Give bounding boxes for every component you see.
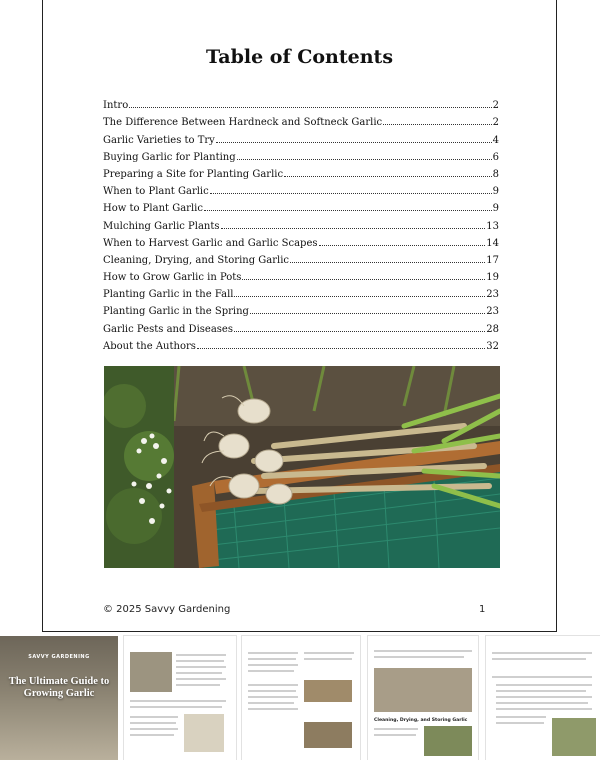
toc-leader-dots <box>221 228 486 229</box>
toc-leader-dots <box>204 210 492 211</box>
toc-entry-page: 17 <box>486 254 499 266</box>
toc-entry-label: Cleaning, Drying, and Storing Garlic <box>103 254 290 266</box>
toc-entry-page: 13 <box>486 220 499 232</box>
toc-entry-page: 9 <box>492 203 499 215</box>
toc-entry-label: When to Plant Garlic <box>103 186 209 198</box>
toc-entry-label: Planting Garlic in the Spring <box>103 306 249 318</box>
garlic-harvest-photo <box>104 366 500 568</box>
toc-entry-page: 32 <box>486 340 499 352</box>
toc-entry-label: Garlic Pests and Diseases <box>103 323 233 335</box>
toc-leader-dots <box>210 193 492 194</box>
toc-entry-page: 23 <box>486 306 499 318</box>
toc-leader-dots <box>290 262 485 263</box>
toc-leader-dots <box>197 348 485 349</box>
toc-entry[interactable] <box>103 266 499 283</box>
toc-entry-page: 9 <box>492 186 499 198</box>
toc-entry[interactable] <box>103 249 499 266</box>
document-page <box>42 0 557 632</box>
toc-entry-label: Intro <box>103 100 129 112</box>
toc-entry-page: 28 <box>486 323 499 335</box>
cover-brand-logo: SAVVY GARDENING <box>28 654 90 660</box>
thumbnail-cover[interactable] <box>0 636 118 760</box>
toc-entry[interactable] <box>103 317 499 334</box>
thumbnail-page-3[interactable] <box>242 636 360 760</box>
toc-entry-page: 6 <box>492 151 499 163</box>
footer-copyright: © 2025 Savvy Gardening <box>103 604 231 615</box>
toc-leader-dots <box>234 296 485 297</box>
toc-leader-dots <box>129 107 491 108</box>
toc-entry[interactable] <box>103 335 499 352</box>
toc-entry-label: About the Authors <box>103 340 196 352</box>
toc-entry[interactable] <box>103 300 499 317</box>
thumbnail-page-4[interactable] <box>368 636 478 760</box>
toc-entry[interactable] <box>103 128 499 145</box>
toc-entry[interactable] <box>103 232 499 249</box>
toc-entry-label: Buying Garlic for Planting <box>103 151 236 163</box>
toc-entry-label: Garlic Varieties to Try <box>103 134 215 146</box>
toc-entry-label: Preparing a Site for Planting Garlic <box>103 168 284 180</box>
toc-entry-label: Planting Garlic in the Fall <box>103 289 234 301</box>
cover-title: The Ultimate Guide to Growing Garlic <box>8 676 110 699</box>
toc-leader-dots <box>250 313 485 314</box>
thumbnail-heading: Cleaning, Drying, and Storing Garlic <box>374 718 468 723</box>
toc-leader-dots <box>242 279 485 280</box>
toc-leader-dots <box>237 159 492 160</box>
toc-entry-page: 2 <box>492 117 499 129</box>
toc-entry-label: How to Grow Garlic in Pots <box>103 272 242 284</box>
toc-leader-dots <box>319 245 486 246</box>
toc-leader-dots <box>383 124 491 125</box>
toc-entry[interactable] <box>103 197 499 214</box>
table-of-contents <box>103 94 499 352</box>
toc-entry[interactable] <box>103 163 499 180</box>
toc-entry-label: Mulching Garlic Plants <box>103 220 220 232</box>
toc-entry[interactable] <box>103 180 499 197</box>
toc-entry[interactable] <box>103 214 499 231</box>
toc-entry-page: 2 <box>492 100 499 112</box>
toc-entry-label: How to Plant Garlic <box>103 203 203 215</box>
toc-entry-label: The Difference Between Hardneck and Softneck Garlic <box>103 117 383 129</box>
footer-page-number: 1 <box>479 604 486 615</box>
toc-entry[interactable] <box>103 111 499 128</box>
page-title: Table of Contents <box>205 46 394 68</box>
thumbnail-page-5[interactable] <box>486 636 600 760</box>
thumbnail-page-2[interactable] <box>124 636 236 760</box>
toc-entry[interactable] <box>103 146 499 163</box>
toc-leader-dots <box>284 176 492 177</box>
toc-entry-label: When to Harvest Garlic and Garlic Scapes <box>103 237 318 249</box>
toc-entry-page: 23 <box>486 289 499 301</box>
toc-leader-dots <box>216 142 492 143</box>
toc-entry[interactable] <box>103 283 499 300</box>
toc-entry[interactable] <box>103 94 499 111</box>
toc-entry-page: 14 <box>486 237 499 249</box>
toc-entry-page: 19 <box>486 272 499 284</box>
toc-entry-page: 8 <box>492 168 499 180</box>
toc-leader-dots <box>234 331 485 332</box>
toc-entry-page: 4 <box>492 134 499 146</box>
